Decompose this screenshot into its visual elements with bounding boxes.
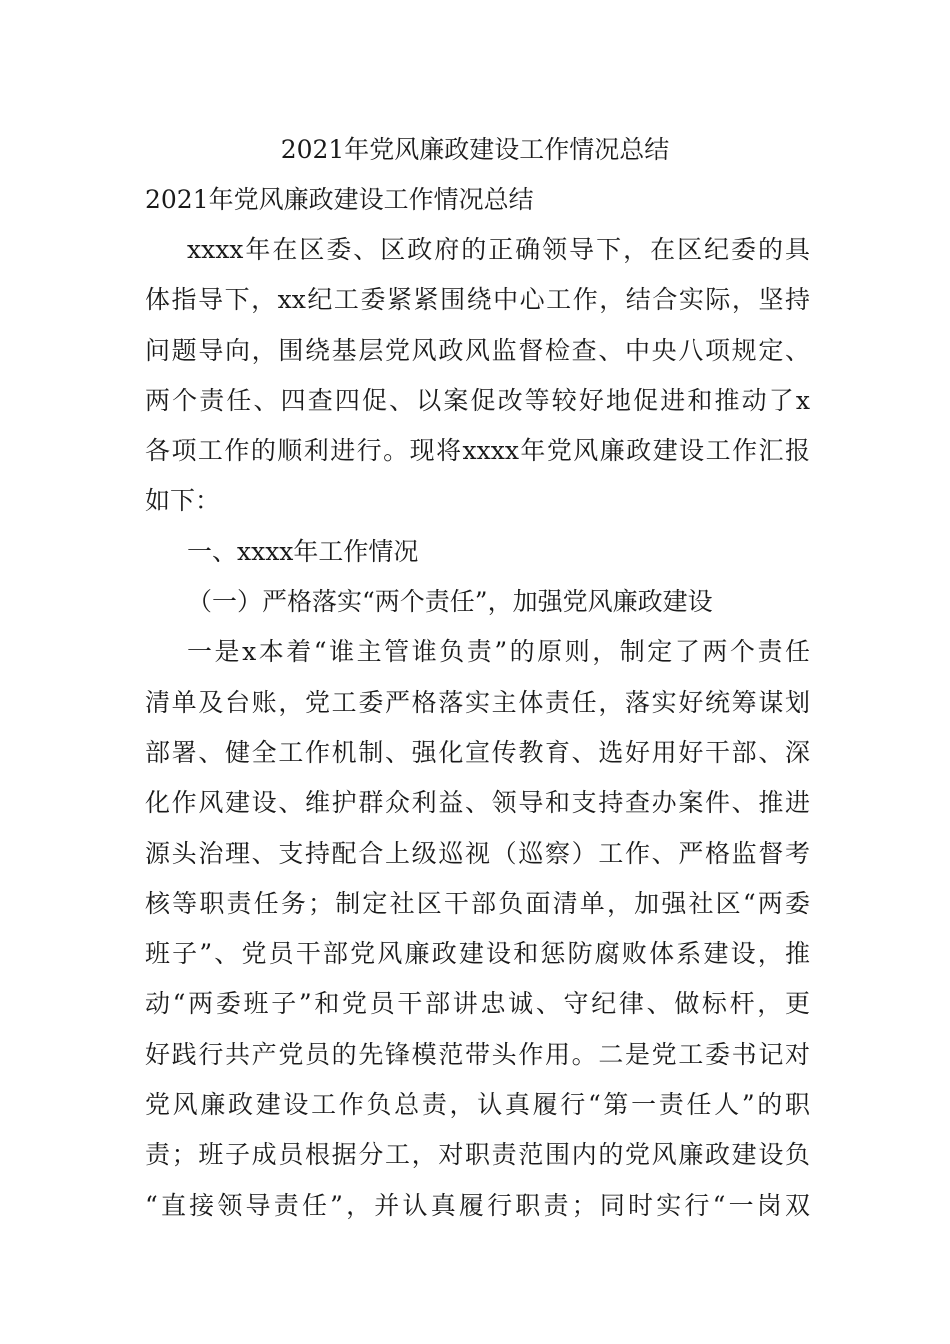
- paragraph-line: xxxx年在区委、区政府的正确领导下，在区纪委的具: [187, 235, 810, 264]
- section-heading: 一、xxxx年工作情况: [187, 536, 419, 566]
- paragraph-line: 一是x本着“谁主管谁负责”的原则，制定了两个责任: [187, 637, 810, 667]
- paragraph-line: 化作风建设、维护群众利益、领导和支持查办案件、推进: [145, 788, 810, 818]
- paragraph-line: 动“两委班子”和党员干部讲忠诚、守纪律、做标杆，更: [145, 989, 810, 1019]
- paragraph-line: 核等职责任务；制定社区干部负面清单，加强社区“两委: [145, 888, 810, 918]
- document-body: [145, 230, 810, 1236]
- paragraph-line: 各项工作的顺利进行。现将xxxx年党风廉政建设工作汇报: [145, 436, 810, 466]
- paragraph-line: 如下：: [145, 486, 221, 516]
- paragraph-line: 问题导向，围绕基层党风政风监督检查、中央八项规定、: [145, 335, 810, 365]
- paragraph-line: 部署、健全工作机制、强化宣传教育、选好用好干部、深: [145, 737, 810, 767]
- paragraph-line: 源头治理、支持配合上级巡视（巡察）工作、严格监督考: [145, 838, 810, 868]
- paragraph-line: 体指导下，xx纪工委紧紧围绕中心工作，结合实际，坚持: [145, 285, 810, 315]
- paragraph-line: 责；班子成员根据分工，对职责范围内的党风廉政建设负: [145, 1140, 810, 1170]
- paragraph-line: 党风廉政建设工作负总责，认真履行“第一责任人”的职: [145, 1090, 810, 1120]
- subsection-heading: （一）严格落实“两个责任”，加强党风廉政建设: [187, 587, 713, 617]
- paragraph-line: 清单及台账，党工委严格落实主体责任，落实好统筹谋划: [145, 687, 810, 717]
- document-subtitle: 2021年党风廉政建设工作情况总结: [145, 185, 534, 214]
- document-title: 2021年党风廉政建设工作情况总结: [280, 135, 670, 164]
- paragraph-line: 好践行共产党员的先锋模范带头作用。二是党工委书记对: [145, 1039, 810, 1069]
- paragraph-line: 班子”、党员干部党风廉政建设和惩防腐败体系建设，推: [145, 939, 810, 969]
- paragraph-line: 两个责任、四查四促、以案促改等较好地促进和推动了x: [145, 385, 810, 415]
- paragraph-line: “直接领导责任”，并认真履行职责；同时实行“一岗双: [145, 1190, 810, 1220]
